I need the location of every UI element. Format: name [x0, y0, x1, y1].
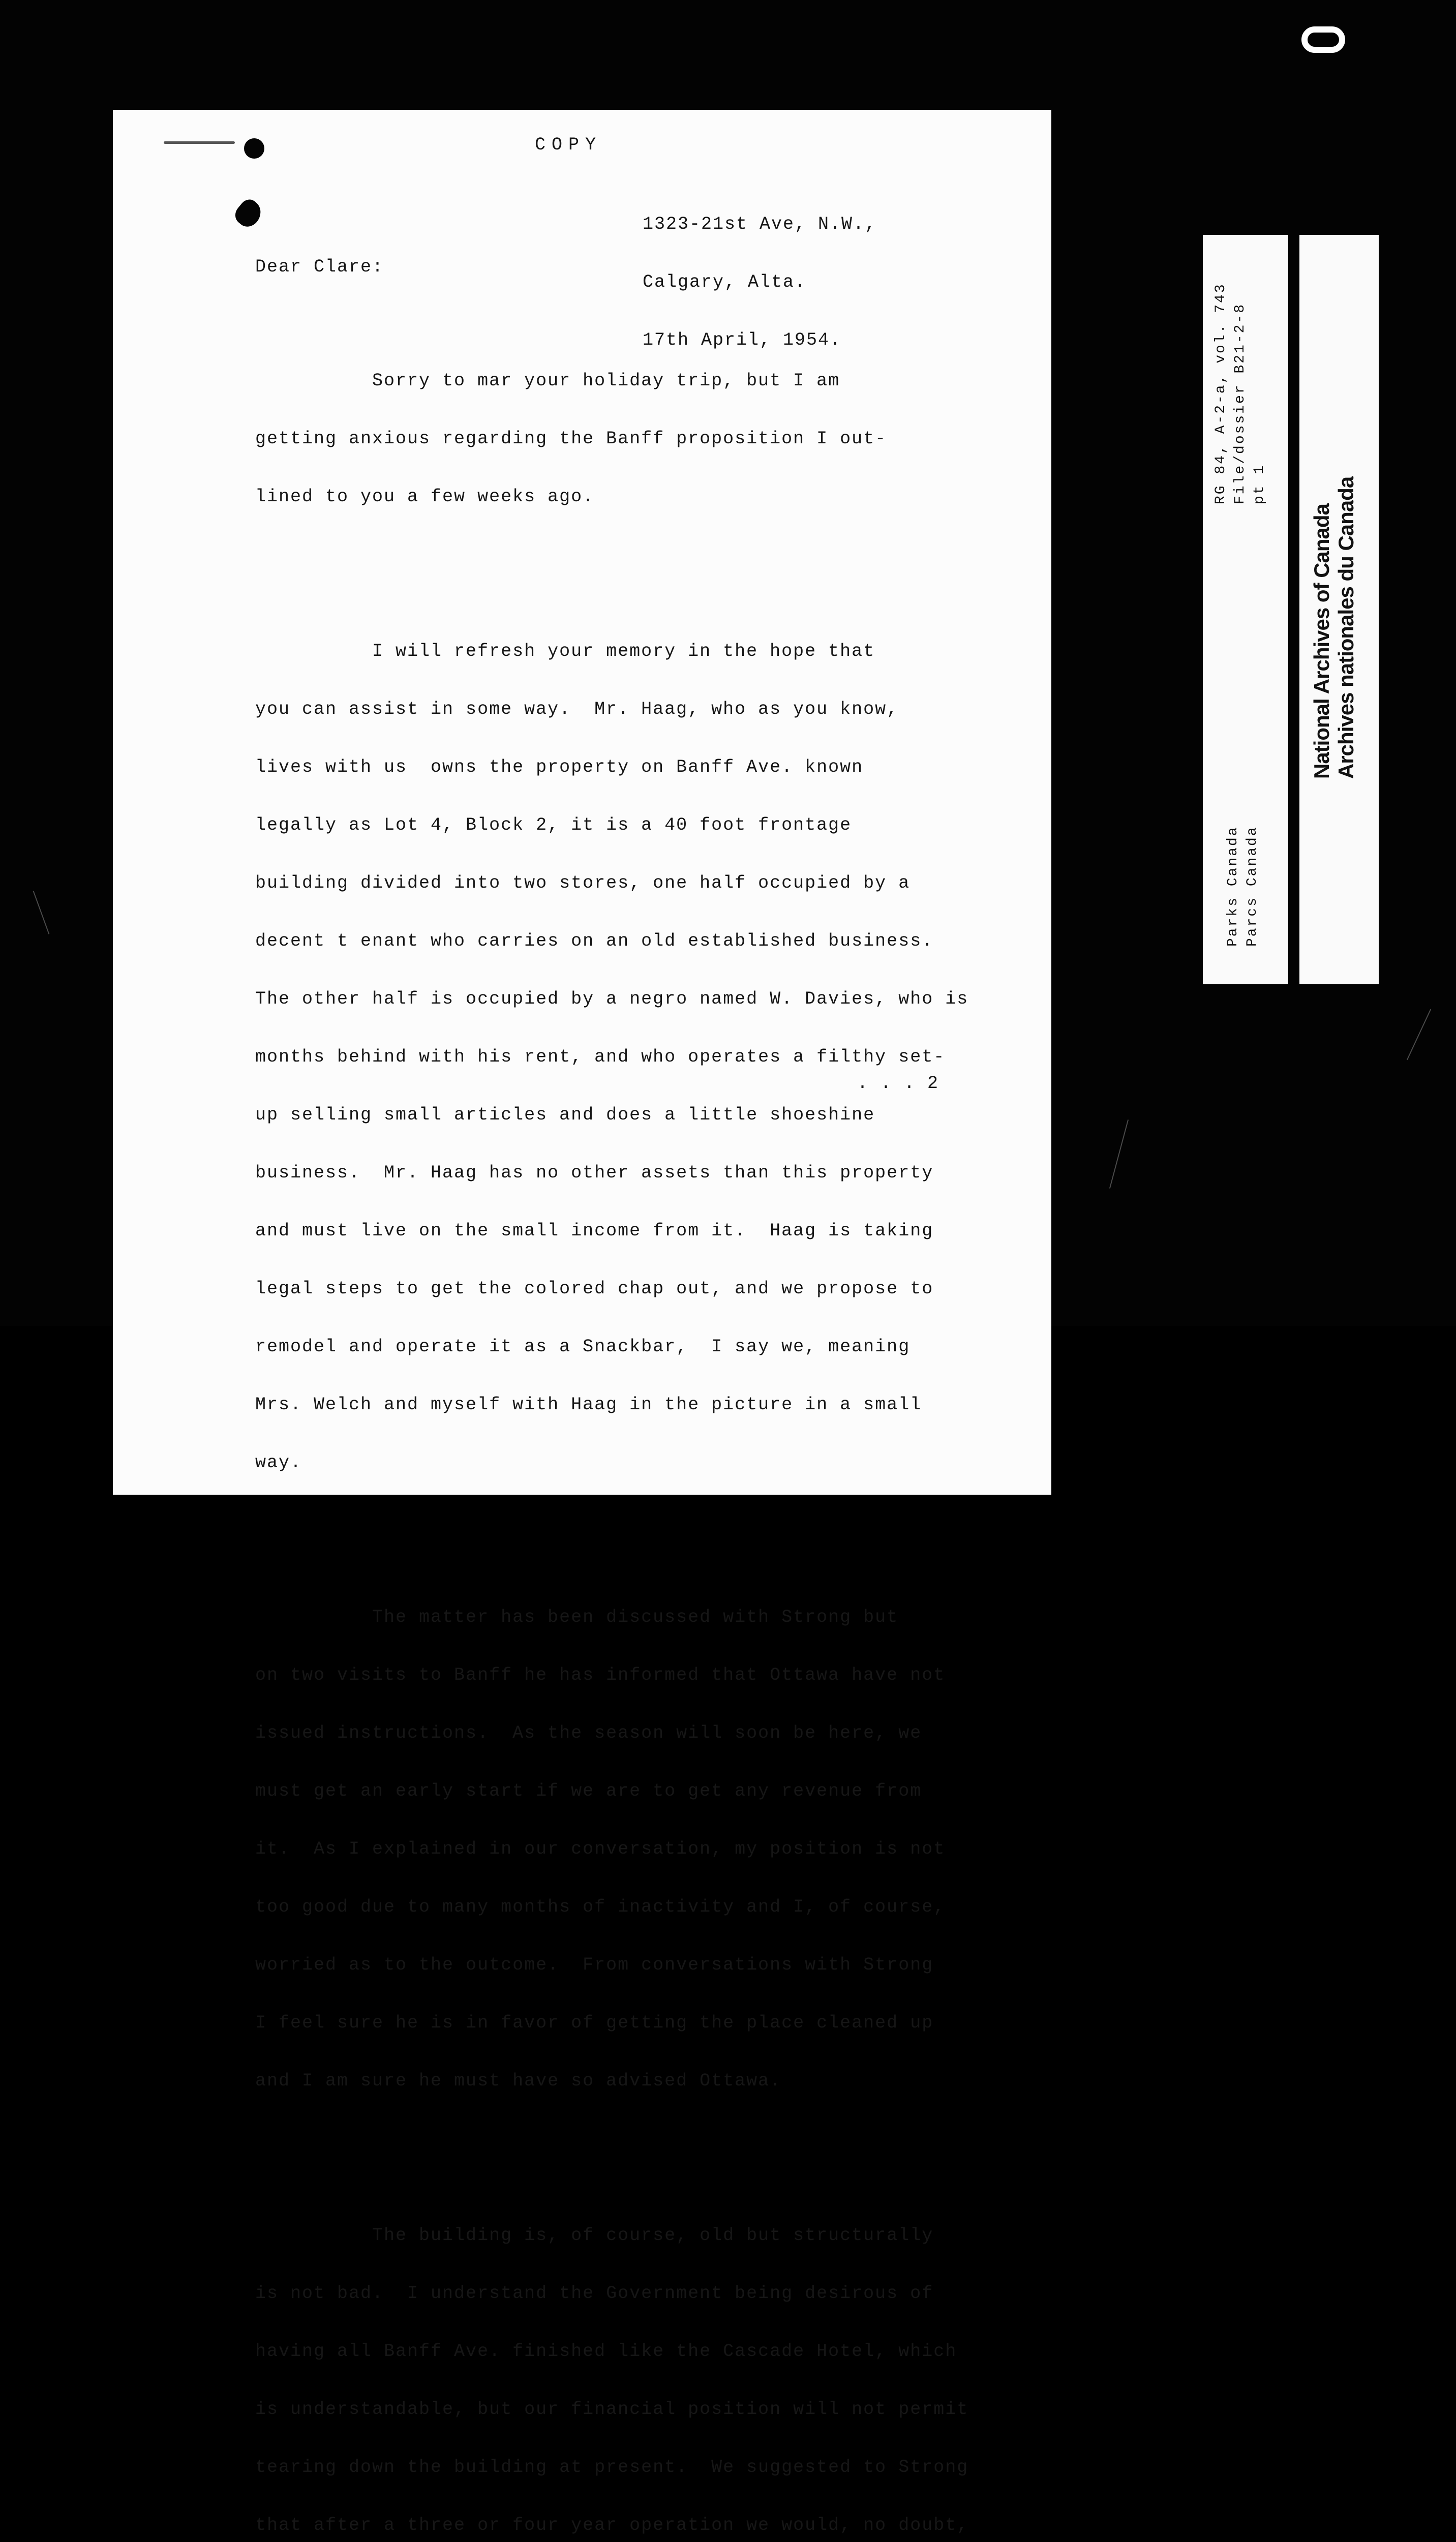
text-line: Sorry to mar your holiday trip, but I am	[255, 371, 840, 391]
ink-blot	[231, 196, 266, 231]
text-line: Mrs. Welch and myself with Haag in the picture in a small	[255, 1395, 922, 1415]
salutation: Dear Clare:	[255, 257, 384, 277]
text-line: is understandable, but our financial position will not permit	[255, 2399, 969, 2419]
text-line: way.	[255, 1452, 302, 1473]
text-line: issued instructions. As the season will soon be here, we	[255, 1723, 922, 1743]
institution-name-en: National Archives of Canada	[1310, 504, 1333, 779]
text-line: building divided into two stores, one half occupied by a	[255, 873, 911, 893]
film-sprocket-mark	[1301, 26, 1345, 53]
text-line: business. Mr. Haag has no other assets than this property	[255, 1163, 934, 1183]
text-line: The other half is occupied by a negro named W. Davies, who is	[255, 989, 969, 1009]
copy-header: COPY	[535, 135, 602, 155]
pencil-mark	[164, 141, 235, 144]
paragraph	[255, 332, 968, 545]
institution-name-fr: Archives nationales du Canada	[1334, 476, 1358, 779]
reference-line: RG 84, A-2-a, vol. 743	[1213, 283, 1229, 504]
film-scratch	[1407, 1009, 1431, 1061]
reference-line: pt 1	[1252, 464, 1267, 504]
film-scratch	[33, 891, 50, 934]
text-line: The matter has been discussed with Strong but	[255, 1607, 899, 1627]
text-line: it. As I explained in our conversation, my position is not	[255, 1839, 946, 1859]
text-line: I will refresh your memory in the hope that	[255, 641, 875, 661]
address-line: 1323-21st Ave, N.W.,	[643, 214, 877, 234]
text-line: up selling small articles and does a little shoeshine	[255, 1105, 875, 1125]
paragraph	[255, 603, 968, 1511]
text-line: legally as Lot 4, Block 2, it is a 40 foot frontage	[255, 815, 852, 835]
text-line: lives with us owns the property on Banff Ave. known	[255, 757, 864, 777]
reference-line: File/dossier B21-2-8	[1232, 302, 1248, 504]
archive-reference-strip	[1203, 235, 1288, 984]
text-line: too good due to many months of inactivity and I, of course,	[255, 1897, 946, 1917]
date-line: 17th April, 1954.	[643, 330, 842, 350]
text-line: months behind with his rent, and who operates a filthy set-	[255, 1047, 946, 1067]
letter-content	[113, 110, 1051, 2535]
archive-institution-strip	[1299, 235, 1379, 984]
text-line: decent t enant who carries on an old established business.	[255, 931, 934, 951]
page-continuation: . . . 2	[857, 1073, 939, 1094]
text-line: and I am sure he must have so advised Ottawa.	[255, 2071, 782, 2091]
text-line: must get an early start if we are to get any revenue from	[255, 1781, 922, 1801]
text-line: that after a three or four year operation we would, no doubt,	[255, 2515, 969, 2535]
text-line: remodel and operate it as a Snackbar, I say we, meaning	[255, 1337, 911, 1357]
letter-body	[255, 294, 968, 2542]
text-line: tearing down the building at present. We suggested to Strong	[255, 2457, 969, 2477]
paragraph	[255, 1569, 968, 2129]
agency-line: Parks Canada	[1225, 826, 1241, 947]
text-line: lined to you a few weeks ago.	[255, 487, 595, 507]
text-line: legal steps to get the colored chap out, and we propose to	[255, 1279, 934, 1299]
address-line: Calgary, Alta.	[643, 272, 807, 292]
text-line: worried as to the outcome. From conversations with Strong	[255, 1955, 934, 1975]
paragraph	[255, 2187, 968, 2542]
text-line: The building is, of course, old but structurally	[255, 2225, 934, 2246]
ink-blot	[244, 138, 264, 159]
text-line: on two visits to Banff he has informed that Ottawa have not	[255, 1665, 946, 1685]
film-scratch	[1109, 1119, 1129, 1189]
text-line: is not bad. I understand the Government being desirous of	[255, 2283, 934, 2304]
text-line: and must live on the small income from it. Haag is taking	[255, 1221, 934, 1241]
text-line: I feel sure he is in favor of getting the place cleaned up	[255, 2013, 934, 2033]
text-line: you can assist in some way. Mr. Haag, who as you know,	[255, 699, 899, 719]
text-line: having all Banff Ave. finished like the Cascade Hotel, which	[255, 2341, 957, 2362]
agency-line: Parcs Canada	[1245, 826, 1260, 947]
text-line: getting anxious regarding the Banff proposition I out-	[255, 429, 887, 449]
